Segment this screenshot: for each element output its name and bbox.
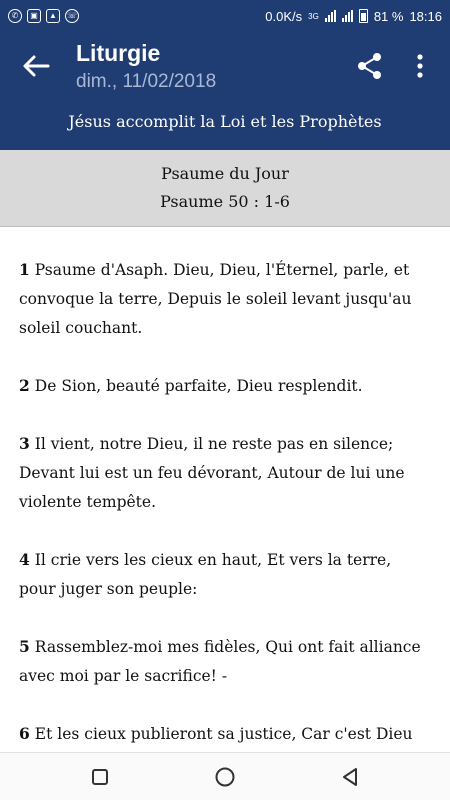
verse-3 (19, 429, 428, 517)
battery-level: 81 % (373, 8, 404, 24)
home-button[interactable] (213, 765, 237, 789)
verse-text: Psaume d'Asaph. Dieu, Dieu, l'Éternel, parle, et convoque la terre, Depuis le soleil levant jusqu'au soleil couchant. (19, 261, 412, 337)
network-type: 3G (308, 11, 319, 21)
verse-number: 2 (19, 376, 30, 395)
viber-icon: ☏ (65, 9, 79, 23)
reading-section: Psaume du Jour (161, 164, 289, 183)
share-button[interactable] (356, 52, 384, 80)
verse-number: 4 (19, 550, 30, 569)
app-bar (0, 32, 450, 150)
arrow-left-icon (18, 50, 54, 82)
recent-apps-button[interactable] (88, 765, 112, 789)
more-options-button[interactable] (410, 52, 430, 80)
divider (0, 226, 450, 227)
verse-number: 5 (19, 637, 30, 656)
system-indicators (265, 9, 442, 24)
clock: 18:16 (409, 8, 442, 24)
verse-text: Il crie vers les cieux en haut, Et vers la terre, pour juger son peuple: (19, 551, 392, 598)
share-icon (356, 52, 384, 80)
triangle-back-icon (338, 765, 362, 789)
whatsapp-icon: ✆ (8, 9, 22, 23)
back-button[interactable] (18, 50, 54, 82)
signal-2-icon (342, 10, 353, 22)
more-vertical-icon (410, 52, 430, 80)
verse-number: 1 (19, 260, 30, 279)
verse-text: Il vient, notre Dieu, il ne reste pas en silence; Devant lui est un feu dévorant, Autour de lui une violente tempête. (19, 435, 405, 511)
verse-text: Et les cieux publieront sa justice, Car c'est Dieu (34, 725, 413, 743)
title-block (76, 40, 216, 93)
navigation-bar (0, 752, 450, 800)
square-icon (88, 765, 112, 789)
verse-1 (19, 255, 428, 343)
verse-number: 6 (19, 724, 30, 743)
verse-text: Rassemblez-moi mes fidèles, Qui ont fait alliance avec moi par le sacrifice! - (19, 638, 421, 685)
image-icon: ▲ (46, 9, 60, 23)
status-bar (0, 0, 450, 32)
reading-header (0, 150, 450, 226)
verse-2 (19, 371, 428, 401)
screenshot-icon: ▣ (27, 9, 41, 23)
app-title: Liturgie (76, 40, 161, 66)
verse-list[interactable] (0, 240, 450, 752)
verse-4 (19, 545, 428, 604)
verse-text: De Sion, beauté parfaite, Dieu resplendit. (34, 377, 363, 395)
reading-title: Jésus accomplit la Loi et les Prophètes (68, 112, 382, 131)
signal-icon (325, 10, 336, 22)
battery-icon (359, 9, 368, 23)
date-subtitle: dim., 11/02/2018 (76, 71, 217, 92)
system-back-button[interactable] (338, 765, 362, 789)
circle-icon (213, 765, 237, 789)
network-speed: 0.0K/s (265, 8, 303, 24)
notification-icons (8, 9, 79, 23)
verse-5 (19, 632, 428, 691)
reading-reference: Psaume 50 : 1-6 (160, 192, 290, 211)
verse-number: 3 (19, 434, 30, 453)
